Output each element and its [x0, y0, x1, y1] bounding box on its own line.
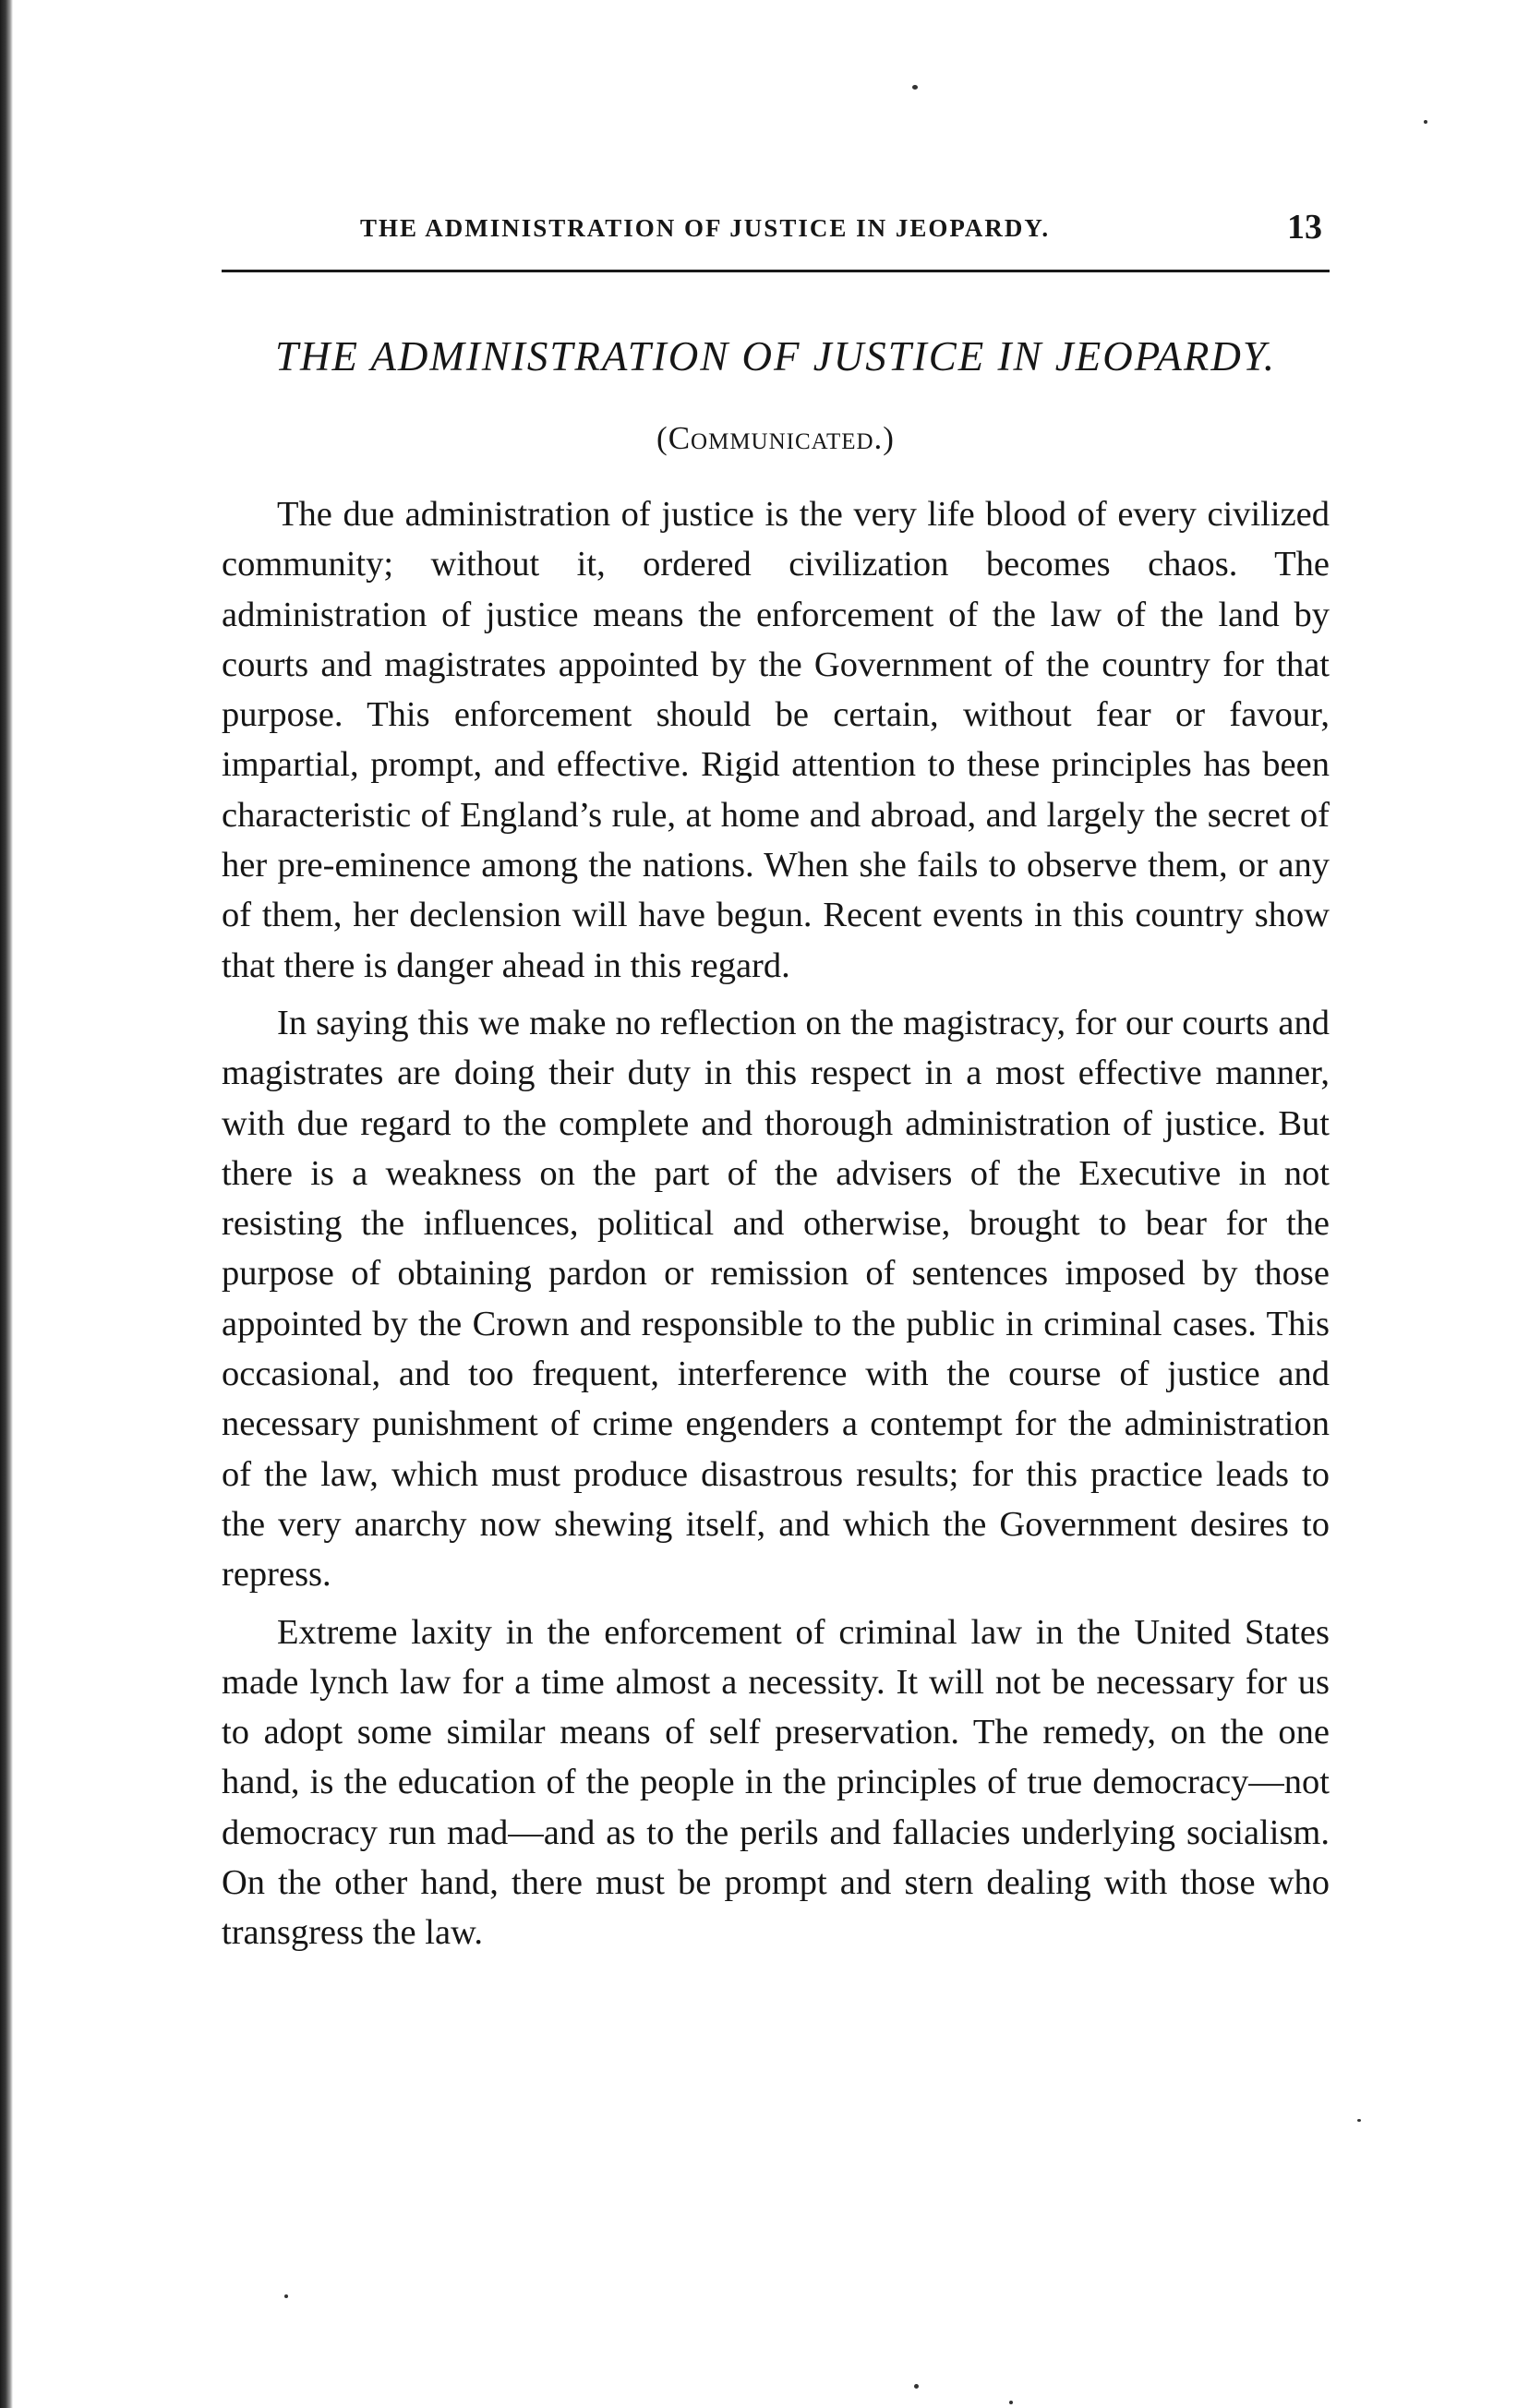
page-number: 13: [1287, 208, 1322, 247]
article-subtitle: (Communicated.): [656, 420, 895, 456]
paragraph-3: Extreme laxity in the enforcement of criminal law in the United States made lynch law for a time almost a necessity. It will not be necessary for us to adopt some similar means of self preservation. The remedy, on the one hand, is the education of the people in the principles of true democracy—not democracy run mad—and as to the perils and fallacies underlying socialism. On the other hand, there must be prompt and stern dealing with those who transgress the law.: [222, 1612, 1330, 1953]
document-page: [222, 0, 1330, 2408]
scan-speck: [1357, 2119, 1361, 2122]
page-binding-edge: [0, 0, 13, 2408]
scan-speck: [914, 2384, 919, 2389]
scan-speck: [1424, 120, 1427, 124]
article-body: [222, 489, 1330, 1958]
paragraph-2: In saying this we make no reflection on the magistracy, for our courts and magistrates are doing their duty in this respect in a most effective manner, with due regard to the complete and thorough administration of justice. But there is a weakness on the part of the advisers of the Executive in not resisting the influences, political and otherwise, brought to bear for the purpose of obtaining pardon or remission of sentences imposed by those appointed by the Crown and responsible to the public in criminal cases. This occasional, and too frequent, interference with the course of justice and necessary punishment of crime engenders a contempt for the administration of the law, which must produce disastrous results; for this practice leads to the very anarchy now shewing itself, and which the Government desires to repress.: [222, 1003, 1330, 1595]
running-head: [222, 205, 1330, 260]
header-rule: [222, 270, 1330, 272]
running-head-title: THE ADMINISTRATION OF JUSTICE IN JEOPARDY.: [360, 214, 1051, 242]
scan-speck: [284, 2294, 288, 2298]
paragraph-1: The due administration of justice is the very life blood of every civilized community; without it, ordered civilization becomes chaos. The administration of justice means the enforcement of the law of the land by courts and magistrates appointed by the Government of the country for that purpose. This enforcement should be certain, without fear or favour, impartial, prompt, and effective. Rigid attention to these principles has been characteristic of England’s rule, at home and abroad, and largely the secret of her pre-eminence among the nations. When she fails to observe them, or any of them, her declension will have begun. Recent events in this country show that there is danger ahead in this regard.: [222, 495, 1330, 985]
scan-speck: [1009, 2401, 1013, 2404]
article-title: THE ADMINISTRATION OF JUSTICE IN JEOPARDY.: [275, 333, 1276, 379]
scan-speck: [912, 85, 918, 90]
